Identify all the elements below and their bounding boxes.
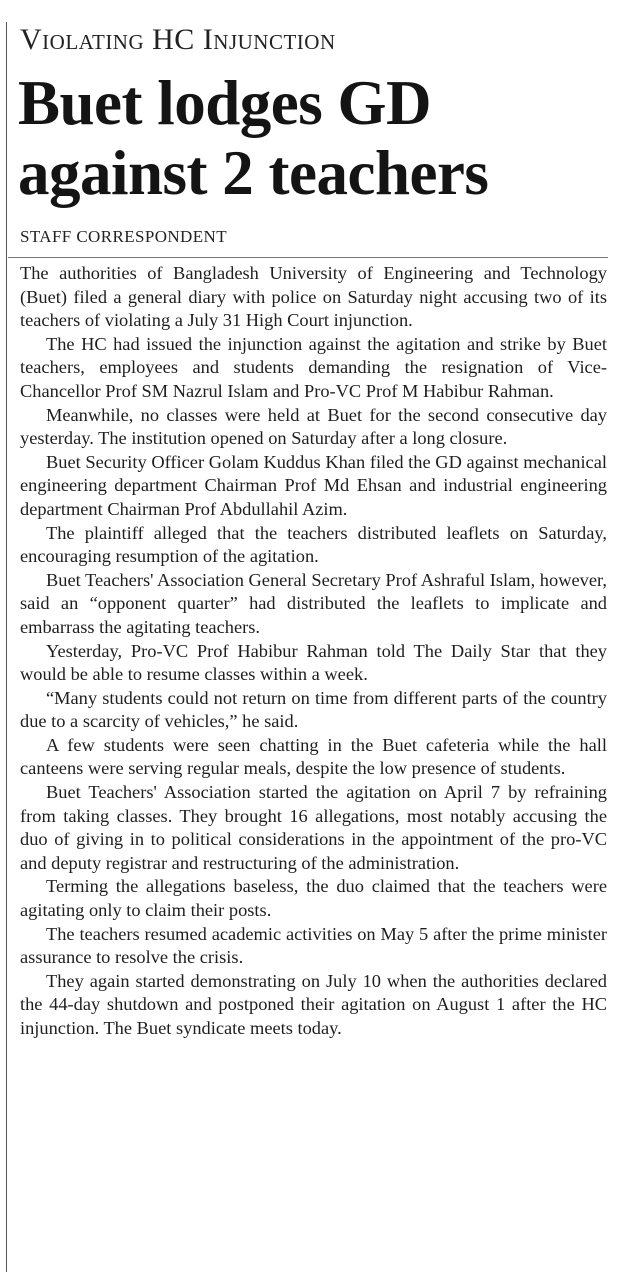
paragraph: The authorities of Bangladesh University of Engineering and Technology (Buet) filed a general diary with police on Saturday night accusing two of its teachers of violating a July 31 High Court injunction. [20,263,607,331]
paragraph: Meanwhile, no classes were held at Buet for the second consecutive day yesterday. The institution opened on Saturday after a long closure. [20,404,607,449]
article-body [20,262,607,1041]
headline: Buet lodges GD against 2 teachers [18,68,489,208]
paragraph: “Many students could not return on time from different parts of the country due to a scarcity of vehicles,” he said. [20,687,607,732]
column-rule [6,22,7,1272]
kicker-text: Violating HC Injunction [20,23,336,56]
byline: STAFF CORRESPONDENT [20,227,227,246]
paragraph: The plaintiff alleged that the teachers distributed leaflets on Saturday, encouraging resumption of the agitation. [20,522,607,567]
paragraph: Buet Teachers' Association General Secretary Prof Ashraful Islam, however, said an “opponent quarter” had distributed the leaflets to implicate and embarrass the agitating teachers. [20,569,607,637]
paragraph: Buet Security Officer Golam Kuddus Khan filed the GD against mechanical engineering department Chairman Prof Md Ehsan and industrial engineering department Chairman Prof Abdullahil Azim. [20,451,607,519]
paragraph: A few students were seen chatting in the Buet cafeteria while the hall canteens were serving regular meals, despite the low presence of students. [20,734,607,779]
paragraph: They again started demonstrating on July 10 when the authorities declared the 44-day shutdown and postponed their agitation on August 1 after the HC injunction. The Buet syndicate meets today. [20,970,607,1038]
kicker [20,20,336,60]
paragraph: The teachers resumed academic activities on May 5 after the prime minister assurance to resolve the crisis. [20,923,607,968]
paragraph: Yesterday, Pro-VC Prof Habibur Rahman told The Daily Star that they would be able to resume classes within a week. [20,640,607,685]
byline-divider [8,257,608,258]
paragraph: Buet Teachers' Association started the agitation on April 7 by refraining from taking classes. They brought 16 allegations, most notably accusing the duo of giving in to political considerations in the appointment of the pro-VC and deputy registrar and restructuring of the administration. [20,782,607,873]
paragraph: Terming the allegations baseless, the duo claimed that the teachers were agitating only to claim their posts. [20,876,607,921]
paragraph: The HC had issued the injunction against the agitation and strike by Buet teachers, employees and students demanding the resignation of Vice-Chancellor Prof SM Nazrul Islam and Pro-VC Prof M Habibur Rahman. [20,333,607,401]
